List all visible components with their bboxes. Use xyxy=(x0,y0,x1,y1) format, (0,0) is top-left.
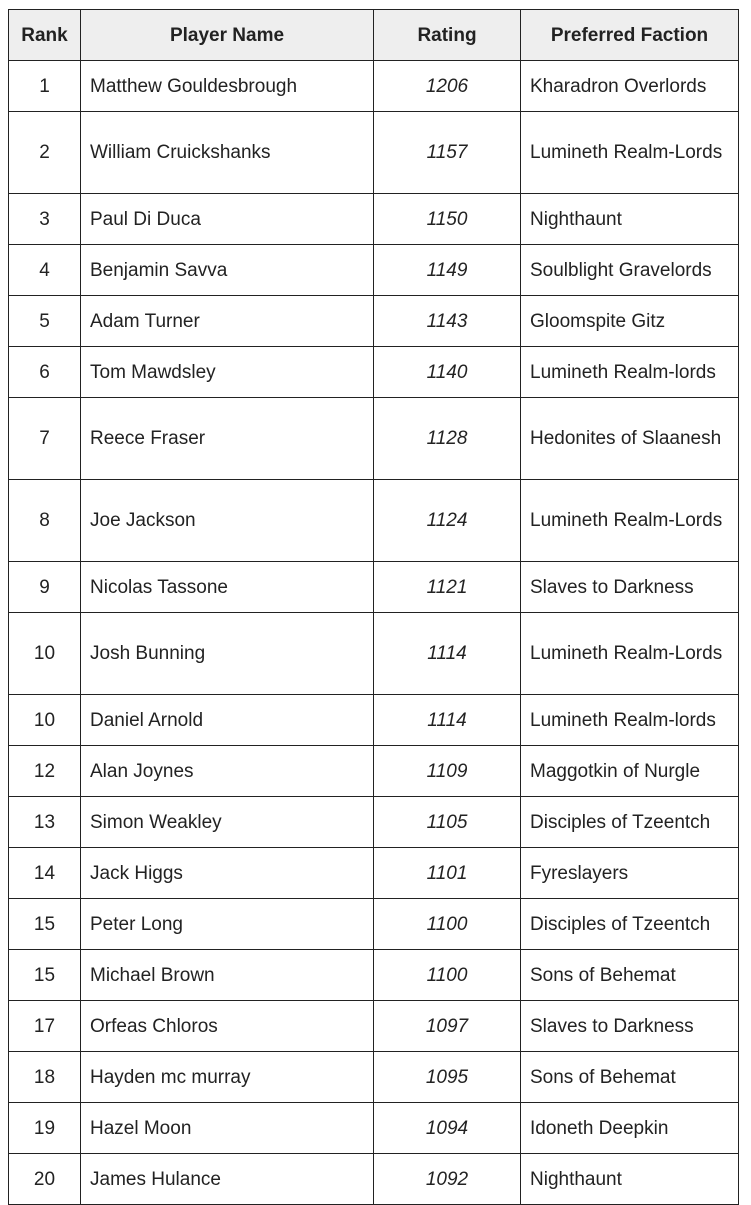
player-name-cell: Josh Bunning xyxy=(81,613,374,695)
player-name-cell: Michael Brown xyxy=(81,950,374,1001)
table-row xyxy=(9,1001,739,1052)
rating-cell: 1100 xyxy=(374,899,521,950)
faction-cell: Fyreslayers xyxy=(521,848,739,899)
player-name-cell: Orfeas Chloros xyxy=(81,1001,374,1052)
rank-cell: 19 xyxy=(9,1103,81,1154)
rank-cell: 17 xyxy=(9,1001,81,1052)
faction-cell: Slaves to Darkness xyxy=(521,562,739,613)
table-row xyxy=(9,398,739,480)
rank-cell: 15 xyxy=(9,899,81,950)
faction-cell: Gloomspite Gitz xyxy=(521,296,739,347)
table-row xyxy=(9,848,739,899)
table-row xyxy=(9,562,739,613)
player-name-cell: Simon Weakley xyxy=(81,797,374,848)
table-row xyxy=(9,613,739,695)
faction-cell: Hedonites of Slaanesh xyxy=(521,398,739,480)
rank-cell: 8 xyxy=(9,480,81,562)
header-rank: Rank xyxy=(9,10,81,61)
rank-cell: 6 xyxy=(9,347,81,398)
rank-cell: 4 xyxy=(9,245,81,296)
player-name-cell: Matthew Gouldesbrough xyxy=(81,61,374,112)
table-row xyxy=(9,194,739,245)
rating-cell: 1140 xyxy=(374,347,521,398)
player-name-cell: Adam Turner xyxy=(81,296,374,347)
rank-cell: 9 xyxy=(9,562,81,613)
table-row xyxy=(9,1103,739,1154)
table-row xyxy=(9,797,739,848)
rating-cell: 1150 xyxy=(374,194,521,245)
rating-cell: 1094 xyxy=(374,1103,521,1154)
table-row xyxy=(9,1052,739,1103)
player-name-cell: Reece Fraser xyxy=(81,398,374,480)
player-name-cell: Benjamin Savva xyxy=(81,245,374,296)
rating-cell: 1105 xyxy=(374,797,521,848)
faction-cell: Sons of Behemat xyxy=(521,950,739,1001)
faction-cell: Lumineth Realm-lords xyxy=(521,347,739,398)
player-name-cell: Paul Di Duca xyxy=(81,194,374,245)
rating-cell: 1128 xyxy=(374,398,521,480)
rank-cell: 12 xyxy=(9,746,81,797)
rating-cell: 1114 xyxy=(374,613,521,695)
faction-cell: Lumineth Realm-Lords xyxy=(521,613,739,695)
table-row xyxy=(9,950,739,1001)
header-row xyxy=(9,10,739,61)
table-row xyxy=(9,61,739,112)
faction-cell: Lumineth Realm-Lords xyxy=(521,480,739,562)
rankings-table xyxy=(8,9,739,1205)
player-name-cell: Tom Mawdsley xyxy=(81,347,374,398)
table-row xyxy=(9,296,739,347)
player-name-cell: Nicolas Tassone xyxy=(81,562,374,613)
rating-cell: 1121 xyxy=(374,562,521,613)
player-name-cell: Hayden mc murray xyxy=(81,1052,374,1103)
header-preferred-faction: Preferred Faction xyxy=(521,10,739,61)
rank-cell: 18 xyxy=(9,1052,81,1103)
player-name-cell: William Cruickshanks xyxy=(81,112,374,194)
header-rating: Rating xyxy=(374,10,521,61)
rank-cell: 5 xyxy=(9,296,81,347)
rating-cell: 1124 xyxy=(374,480,521,562)
player-name-cell: Jack Higgs xyxy=(81,848,374,899)
table-header xyxy=(9,10,739,61)
faction-cell: Kharadron Overlords xyxy=(521,61,739,112)
rank-cell: 13 xyxy=(9,797,81,848)
faction-cell: Nighthaunt xyxy=(521,194,739,245)
rank-cell: 2 xyxy=(9,112,81,194)
table-row xyxy=(9,347,739,398)
rating-cell: 1143 xyxy=(374,296,521,347)
rating-cell: 1157 xyxy=(374,112,521,194)
table-row xyxy=(9,480,739,562)
rank-cell: 20 xyxy=(9,1154,81,1205)
faction-cell: Sons of Behemat xyxy=(521,1052,739,1103)
player-name-cell: Peter Long xyxy=(81,899,374,950)
rank-cell: 1 xyxy=(9,61,81,112)
rank-cell: 10 xyxy=(9,613,81,695)
faction-cell: Disciples of Tzeentch xyxy=(521,797,739,848)
faction-cell: Idoneth Deepkin xyxy=(521,1103,739,1154)
faction-cell: Lumineth Realm-Lords xyxy=(521,112,739,194)
table-body xyxy=(9,61,739,1205)
player-name-cell: Joe Jackson xyxy=(81,480,374,562)
rating-cell: 1095 xyxy=(374,1052,521,1103)
rating-cell: 1206 xyxy=(374,61,521,112)
table-row xyxy=(9,695,739,746)
rating-cell: 1109 xyxy=(374,746,521,797)
rating-cell: 1092 xyxy=(374,1154,521,1205)
rank-cell: 10 xyxy=(9,695,81,746)
table-row xyxy=(9,1154,739,1205)
faction-cell: Lumineth Realm-lords xyxy=(521,695,739,746)
rating-cell: 1114 xyxy=(374,695,521,746)
player-name-cell: Daniel Arnold xyxy=(81,695,374,746)
table-row xyxy=(9,245,739,296)
faction-cell: Soulblight Gravelords xyxy=(521,245,739,296)
rank-cell: 3 xyxy=(9,194,81,245)
faction-cell: Maggotkin of Nurgle xyxy=(521,746,739,797)
table-row xyxy=(9,899,739,950)
faction-cell: Nighthaunt xyxy=(521,1154,739,1205)
rating-cell: 1101 xyxy=(374,848,521,899)
faction-cell: Disciples of Tzeentch xyxy=(521,899,739,950)
header-player-name: Player Name xyxy=(81,10,374,61)
player-name-cell: Alan Joynes xyxy=(81,746,374,797)
rating-cell: 1097 xyxy=(374,1001,521,1052)
table-row xyxy=(9,112,739,194)
player-name-cell: Hazel Moon xyxy=(81,1103,374,1154)
rating-cell: 1149 xyxy=(374,245,521,296)
player-name-cell: James Hulance xyxy=(81,1154,374,1205)
rating-cell: 1100 xyxy=(374,950,521,1001)
rank-cell: 7 xyxy=(9,398,81,480)
rank-cell: 15 xyxy=(9,950,81,1001)
rank-cell: 14 xyxy=(9,848,81,899)
faction-cell: Slaves to Darkness xyxy=(521,1001,739,1052)
table-row xyxy=(9,746,739,797)
